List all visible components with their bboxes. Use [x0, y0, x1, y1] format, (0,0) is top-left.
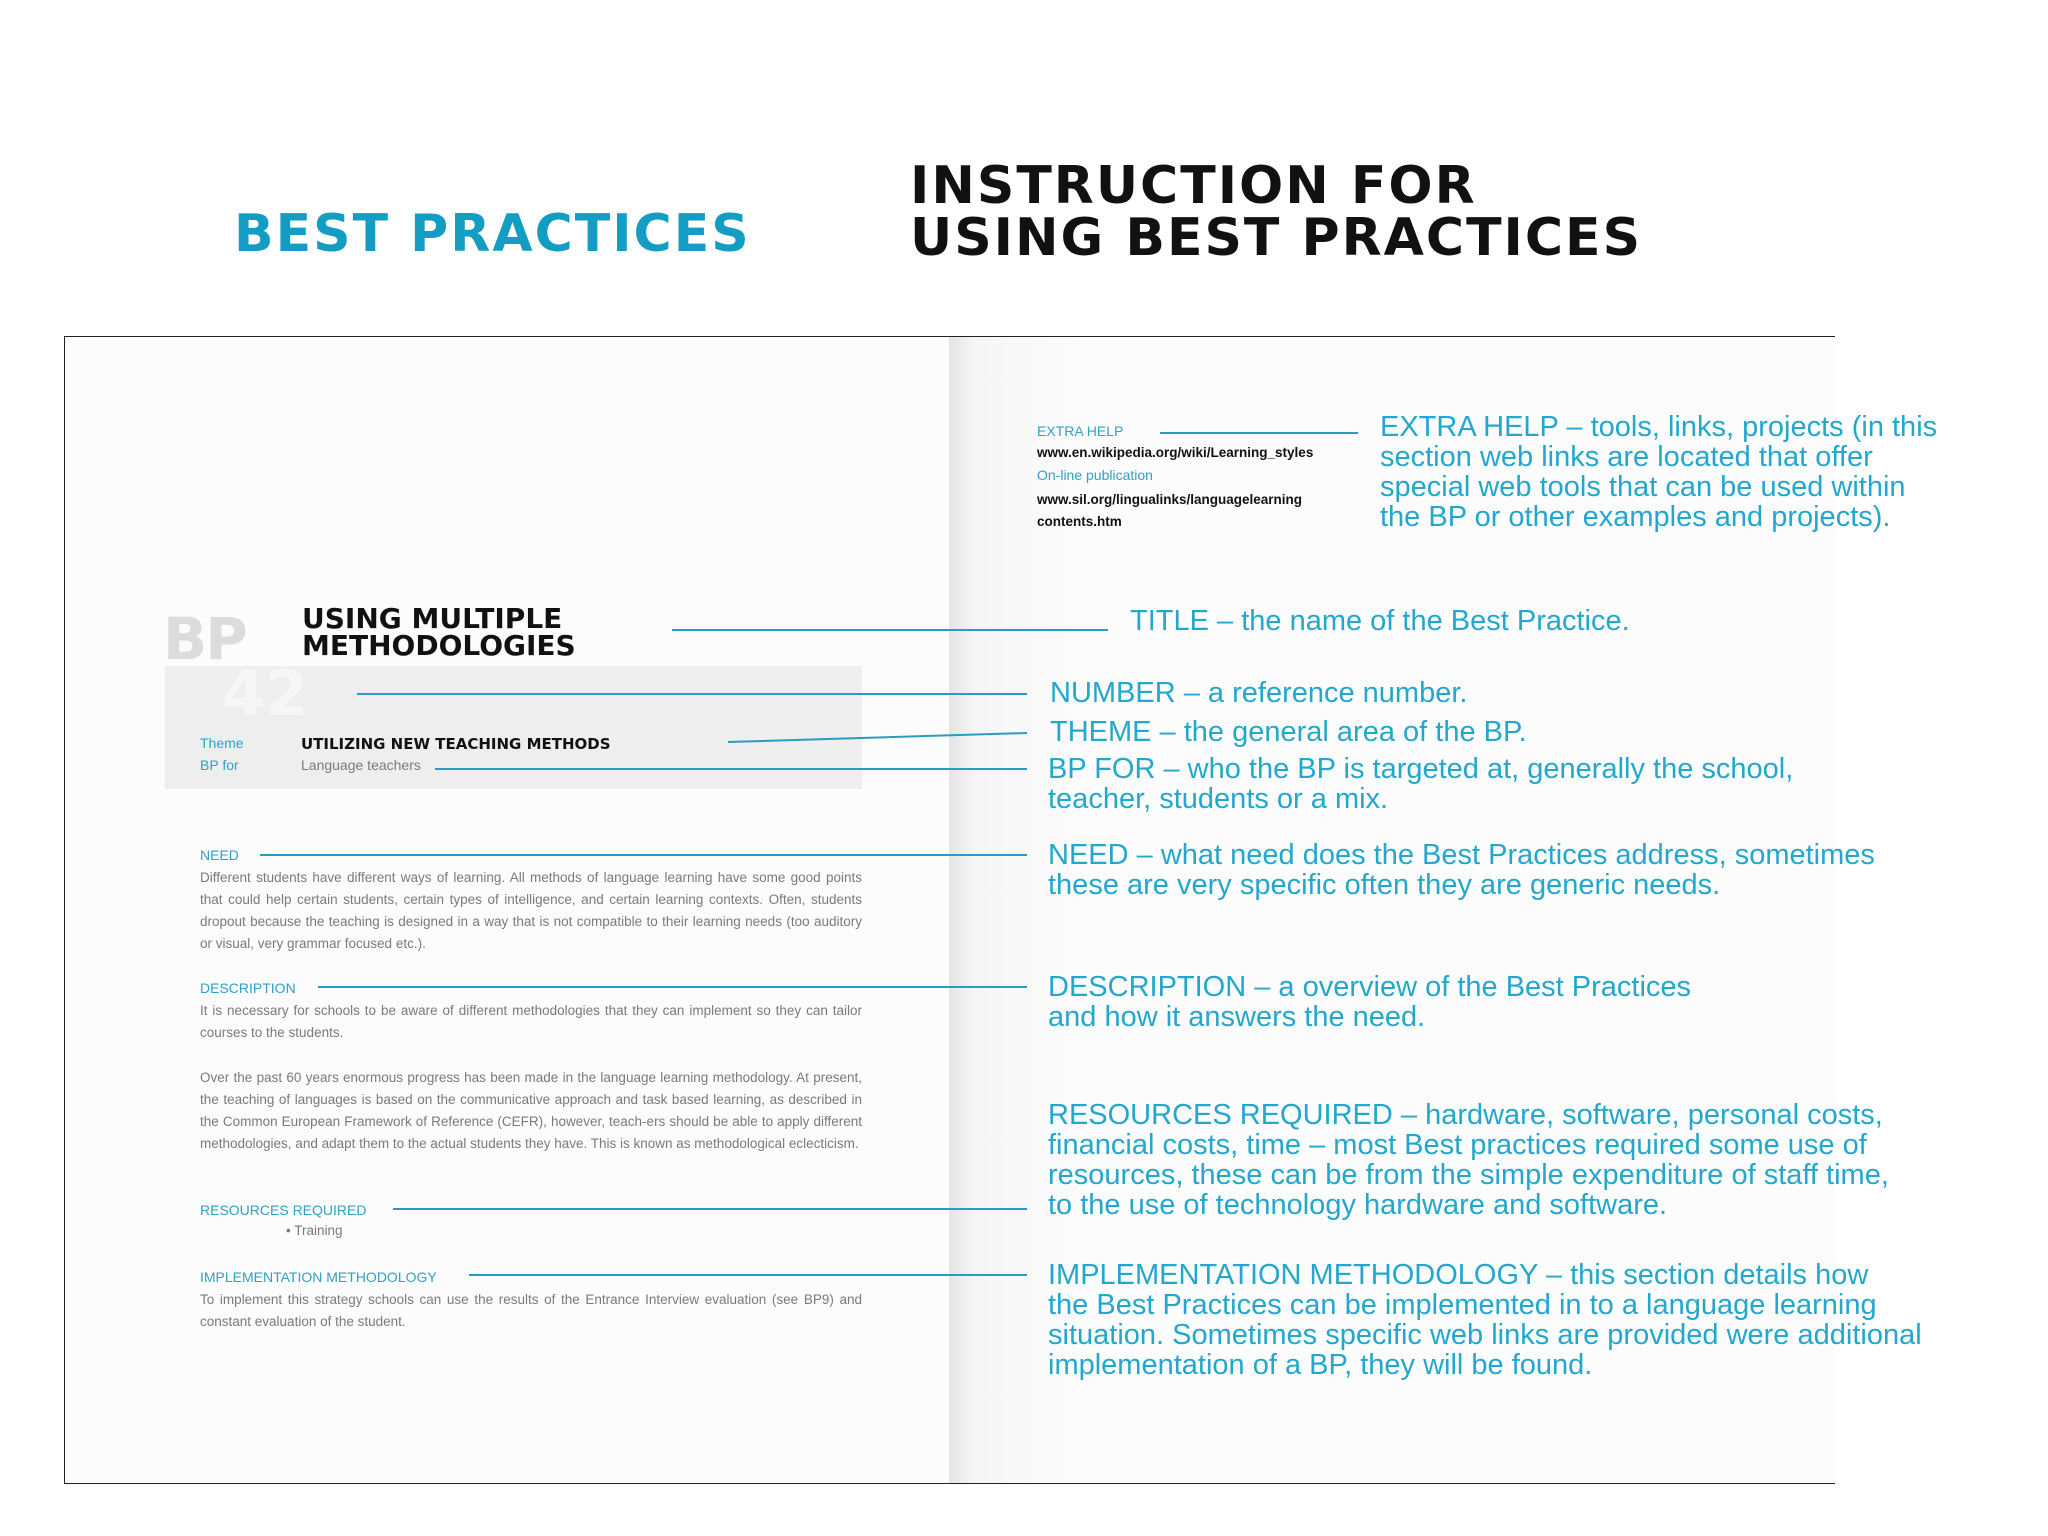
connector-title	[672, 629, 1108, 631]
annotation-implementation-line: situation. Sometimes specific web links are provided were additional	[1048, 1319, 1922, 1351]
connector-extra-help	[1160, 432, 1358, 434]
annotation-implementation-line: implementation of a BP, they will be found.	[1048, 1349, 1593, 1381]
connector-resources	[393, 1208, 1027, 1210]
resources-item: • Training	[286, 1223, 343, 1238]
annotation-bp-for	[1048, 754, 1793, 814]
connector-number	[357, 693, 1027, 695]
annotation-bp-for-line: teacher, students or a mix.	[1048, 783, 1389, 815]
need-label: NEED	[200, 847, 239, 863]
bp-title-line-2: METHODOLOGIES	[302, 629, 576, 662]
extra-help-link-1[interactable]: www.en.wikipedia.org/wiki/Learning_styles	[1037, 445, 1314, 460]
connector-description	[318, 986, 1027, 988]
heading-line-2: USING BEST PRACTICES	[910, 208, 1643, 268]
annotation-number: NUMBER – a reference number.	[1050, 677, 1468, 709]
annotation-resources-line: financial costs, time – most Best practices required some use of	[1048, 1129, 1867, 1161]
annotation-implementation	[1048, 1260, 1922, 1380]
connector-bp-for	[435, 768, 1027, 770]
annotation-extra-help-line: special web tools that can be used within	[1380, 471, 1906, 503]
page-heading-instruction	[910, 156, 1643, 268]
annotation-title: TITLE – the name of the Best Practice.	[1130, 605, 1630, 637]
need-text: Different students have different ways of learning. All methods of language learning have some good points that could help certain students, certain types of intelligence, and certain learning contexts. Often, students dropout because the teaching is designed in a way that is not compatible to their learning needs (too auditory or visual, very grammar focused etc.).	[200, 870, 862, 951]
extra-help-link-2-line-1: www.sil.org/lingualinks/languagelearning	[1037, 492, 1303, 507]
extra-help-link-2[interactable]	[1037, 489, 1302, 533]
annotation-description	[1048, 972, 1691, 1032]
connector-implementation	[469, 1274, 1027, 1276]
bpfor-value: Language teachers	[301, 757, 421, 773]
annotation-resources-line: RESOURCES REQUIRED – hardware, software, personal costs,	[1048, 1099, 1883, 1131]
implementation-label: IMPLEMENTATION METHODOLOGY	[200, 1269, 437, 1285]
description-text-1: It is necessary for schools to be aware of different methodologies that they can implement so they can tailor courses to the students.	[200, 1003, 862, 1040]
annotation-extra-help-line: EXTRA HELP – tools, links, projects (in this	[1380, 411, 1938, 443]
bp-title-line-1: USING MULTIPLE	[302, 602, 563, 635]
annotation-bp-for-line: BP FOR – who the BP is targeted at, generally the school,	[1048, 753, 1794, 785]
heading-line-1: INSTRUCTION FOR	[910, 156, 1477, 216]
annotation-need-line: NEED – what need does the Best Practices address, sometimes	[1048, 839, 1875, 871]
theme-value: UTILIZING NEW TEACHING METHODS	[301, 735, 611, 753]
description-text-2: Over the past 60 years enormous progress has been made in the language learning methodology. At present, the teaching of languages is based on the communicative approach and task based learning, as described in the Common European Framework of Reference (CEFR), however, teach-ers should be able to apply different methodologies, and adapt them to the actual students they have. This is known as methodological eclecticism.	[200, 1070, 862, 1151]
resources-label: RESOURCES REQUIRED	[200, 1202, 367, 1218]
bp-title	[302, 602, 576, 662]
annotation-resources-line: to the use of technology hardware and software.	[1048, 1189, 1668, 1221]
annotation-extra-help	[1380, 412, 1937, 532]
theme-label: Theme	[200, 735, 244, 751]
annotation-resources-line: resources, these can be from the simple expenditure of staff time,	[1048, 1159, 1889, 1191]
bp-number: 42	[222, 657, 309, 730]
annotation-extra-help-line: section web links are located that offer	[1380, 441, 1873, 473]
annotation-implementation-line: the Best Practices can be implemented in to a language learning	[1048, 1289, 1877, 1321]
online-publication-label: On-line publication	[1037, 467, 1153, 483]
page-heading-best-practices: BEST PRACTICES	[234, 204, 751, 264]
implementation-text: To implement this strategy schools can use the results of the Entrance Interview evaluation (see BP9) and constant evaluation of the student.	[200, 1292, 862, 1329]
connector-need	[260, 854, 1027, 856]
annotation-extra-help-line: the BP or other examples and projects).	[1380, 501, 1891, 533]
annotation-need	[1048, 840, 1875, 900]
annotation-description-line: DESCRIPTION – a overview of the Best Practices	[1048, 971, 1692, 1003]
annotation-need-line: these are very specific often they are generic needs.	[1048, 869, 1721, 901]
extra-help-link-2-line-2: contents.htm	[1037, 514, 1122, 529]
extra-help-label: EXTRA HELP	[1037, 423, 1124, 439]
bp-watermark: BP	[163, 605, 246, 673]
bpfor-label: BP for	[200, 757, 239, 773]
description-label: DESCRIPTION	[200, 980, 296, 996]
connector-theme	[720, 725, 1030, 747]
annotation-description-line: and how it answers the need.	[1048, 1001, 1426, 1033]
annotation-implementation-line: IMPLEMENTATION METHODOLOGY – this section details how	[1048, 1259, 1869, 1291]
annotation-resources	[1048, 1100, 1889, 1220]
annotation-theme: THEME – the general area of the BP.	[1050, 716, 1527, 748]
